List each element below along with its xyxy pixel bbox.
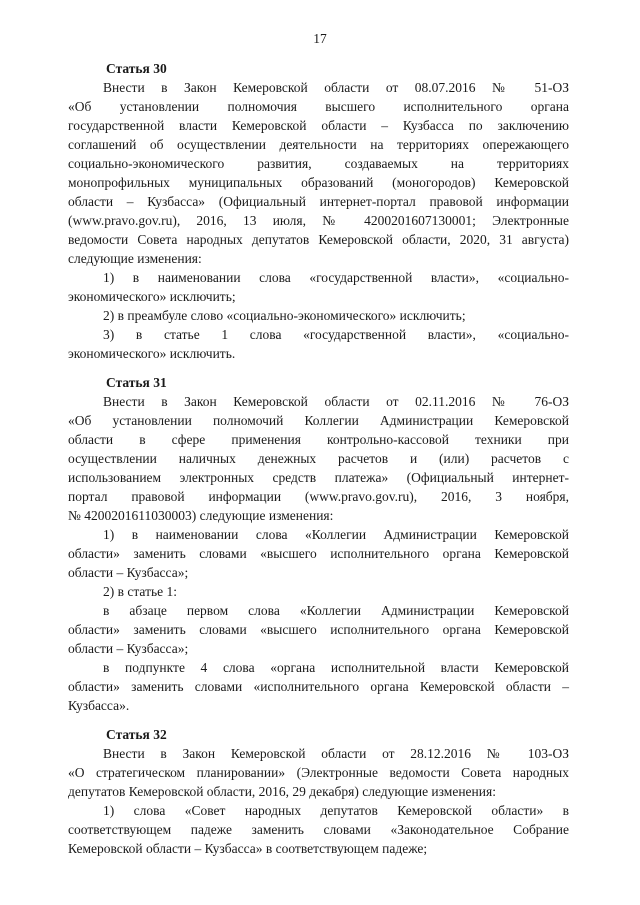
text-line: № 4200201611030003) следующие изменения: (68, 508, 334, 523)
text-line: в абзаце первом слова «Коллегии Администрации Кемеровской (103, 603, 569, 618)
text-line: области» заменить словами «высшего исполнительного органа Кемеровской (68, 546, 569, 561)
page-number: 17 (313, 31, 327, 46)
text-line: области – Кузбасса»; (68, 641, 189, 656)
text-line: следующие изменения: (68, 251, 202, 266)
text-line: области в сфере применения контрольно-кассовой техники при (68, 432, 569, 447)
text-line: 3) в статье 1 слова «государственной власти», «социально- (103, 327, 569, 342)
text-line: (www.pravo.gov.ru), 2016, 13 июля, № 4200201607130001; Электронные (68, 213, 569, 228)
text-line: области – Кузбасса» (Официальный интернет-портал правовой информации (68, 194, 569, 209)
text-line: соответствующем падеже заменить словами «Законодательное Собрание (68, 822, 569, 837)
text-line: Кузбасса». (68, 698, 130, 713)
text-line: монопрофильных муниципальных образований (моногородов) Кемеровской (68, 175, 569, 190)
text-line: государственной власти Кемеровской области – Кузбасса по заключению (68, 118, 569, 133)
text-line: области – Кузбасса»; (68, 565, 189, 580)
text-line: 1) слова «Совет народных депутатов Кемеровской области» в (103, 803, 569, 818)
article-heading: Статья 31 (106, 375, 167, 390)
text-line: использованием электронных средств платежа» (Официальный интернет- (68, 470, 569, 485)
text-line: Внести в Закон Кемеровской области от 02.11.2016 № 76-ОЗ (103, 394, 569, 409)
text-line: социально-экономического развития, создаваемых на территориях (68, 156, 569, 171)
text-line: области» заменить словами «исполнительного органа Кемеровской области – (68, 679, 569, 694)
article-heading: Статья 30 (106, 61, 167, 76)
text-line: 2) в статье 1: (103, 584, 177, 599)
text-line: Кемеровской области – Кузбасса» в соответствующем падеже; (68, 841, 428, 856)
text-line: «Об установлении полномочий Коллегии Администрации Кемеровской (68, 413, 569, 428)
text-line: ведомости Совета народных депутатов Кемеровской области, 2020, 31 августа) (68, 232, 569, 247)
text-line: портал правовой информации (www.pravo.gov.ru), 2016, 3 ноября, (68, 489, 569, 504)
text-line: «О стратегическом планировании» (Электронные ведомости Совета народных (68, 765, 569, 780)
text-line: Внести в Закон Кемеровской области от 28.12.2016 № 103-ОЗ (103, 746, 569, 761)
text-line: в подпункте 4 слова «органа исполнительной власти Кемеровской (103, 660, 569, 675)
text-line: «Об установлении полномочия высшего исполнительного органа (68, 99, 569, 114)
text-line: депутатов Кемеровской области, 2016, 29 декабря) следующие изменения: (68, 784, 496, 799)
text-line: соглашений об осуществлении деятельности на территориях опережающего (68, 137, 569, 152)
text-line: 2) в преамбуле слово «социально-экономического» исключить; (103, 308, 466, 323)
text-line: осуществлении наличных денежных расчетов и (или) расчетов с (68, 451, 569, 466)
text-line: Внести в Закон Кемеровской области от 08.07.2016 № 51-ОЗ (103, 80, 569, 95)
text-line: экономического» исключить; (68, 289, 236, 304)
text-line: экономического» исключить. (68, 346, 236, 361)
text-line: 1) в наименовании слова «государственной власти», «социально- (103, 270, 569, 285)
text-line: 1) в наименовании слова «Коллегии Администрации Кемеровской (103, 527, 569, 542)
article-heading: Статья 32 (106, 727, 167, 742)
text-line: области» заменить словами «высшего исполнительного органа Кемеровской (68, 622, 569, 637)
